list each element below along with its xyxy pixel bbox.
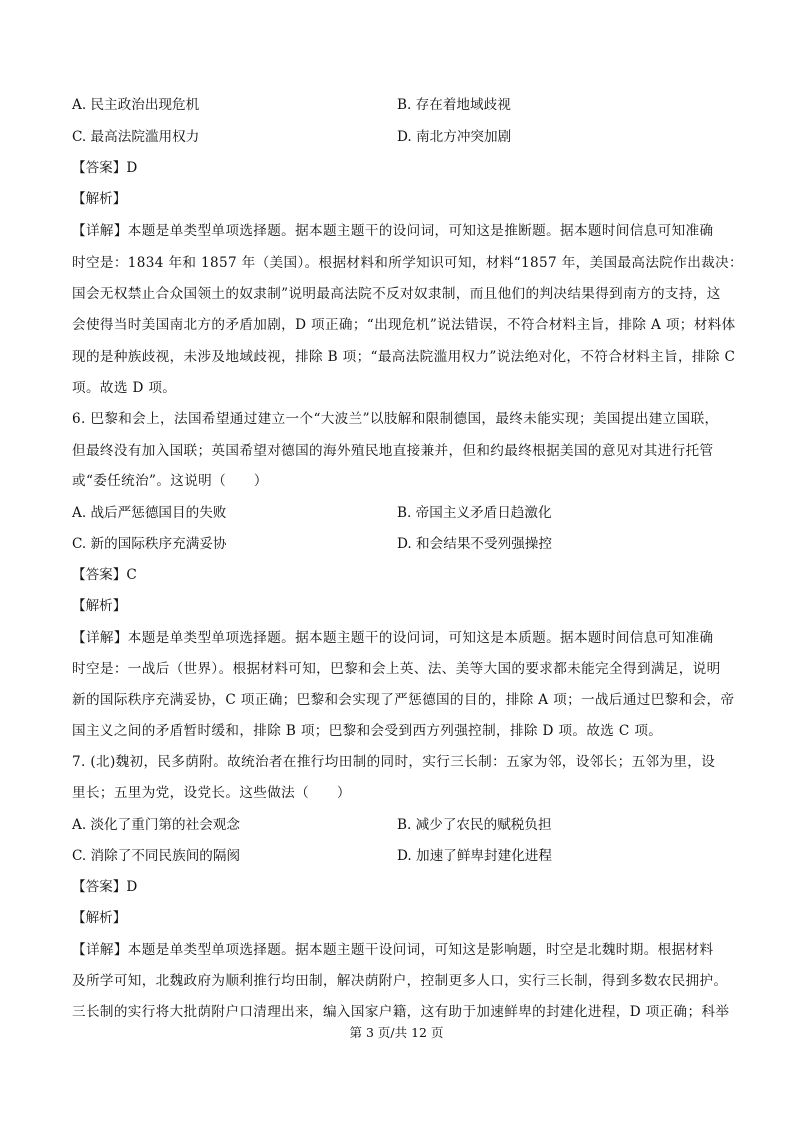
q7-option-b: B. 减少了农民的赋税负担 [397,817,552,833]
q5-option-b: B. 存在着地域歧视 [397,97,511,113]
q7-answer: 【答案】D [72,879,138,895]
q5-detail-line: 会使得当时美国南北方的矛盾加剧，D 项正确；“出现危机”说法错误，不符合材料主旨，排除 A 项；材料体 [72,317,736,333]
q6-detail-line: 国主义之间的矛盾暂时缓和，排除 B 项；巴黎和会受到西方列强控制，排除 D 项。故选 C 项。 [72,723,663,739]
q7-analysis-label: 【解析】 [72,910,127,926]
q6-option-c: C. 新的国际秩序充满妥协 [72,536,227,552]
q6-detail-line: 新的国际秩序充满妥协，C 项正确；巴黎和会实现了严惩德国的目的，排除 A 项；一战后通过巴黎和会，帝 [72,692,735,708]
q5-answer: 【答案】D [72,160,138,176]
q7-stem-line: 里长；五里为党，设党长。这些做法（ ） [72,785,351,801]
q6-option-d: D. 和会结果不受列强操控 [397,536,552,552]
q7-detail-line: 【详解】本题是单类型单项选择题。据本题主题干设问词，可知这是影响题，时空是北魏时期。根据材料 [72,942,714,958]
q7-stem-line: 7. (北)魏初，民多荫附。故统治者在推行均田制的同时，实行三长制：五家为邻，设邻长；五邻为里，设 [72,754,716,770]
q5-detail-line: 【详解】本题是单类型单项选择题。据本题主题干的设问词，可知这是推断题。据本题时间信息可知准确 [72,223,714,239]
q5-option-c: C. 最高法院滥用权力 [72,129,200,145]
q6-option-a: A. 战后严惩德国目的失败 [72,505,227,521]
q5-analysis-label: 【解析】 [72,191,127,207]
q6-answer: 【答案】C [72,567,137,583]
q5-detail-line: 现的是种族歧视，未涉及地域歧视，排除 B 项；“最高法院滥用权力”说法绝对化，不符合材料主旨，排除 C [72,349,736,365]
q5-detail-line: 项。故选 D 项。 [72,380,177,396]
q7-option-d: D. 加速了鲜卑封建化进程 [397,848,552,864]
q6-stem-line: 或“委任统治”。这说明（ ） [72,473,268,489]
q7-detail-line: 及所学可知，北魏政府为顺利推行均田制，解决荫附户，控制更多人口，实行三长制，得到多数农民拥护。 [72,973,728,989]
q7-option-a: A. 淡化了重门第的社会观念 [72,817,240,833]
q7-detail-line: 三长制的实行将大批荫附户口清理出来，编入国家户籍，这有助于加速鲜卑的封建化进程，D 项正确；科举 [72,1004,730,1020]
page-number-footer: 第 3 页/共 12 页 [349,1025,444,1040]
q5-option-d: D. 南北方冲突加剧 [397,129,512,145]
q6-analysis-label: 【解析】 [72,598,127,614]
q5-detail-line: 时空是：1834 年和 1857 年（美国）。根据材料和所学知识可知，材料“1857 年，美国最高法院作出裁决： [72,255,743,271]
q6-option-b: B. 帝国主义矛盾日趋激化 [397,505,552,521]
q7-option-c: C. 消除了不同民族间的隔阂 [72,848,241,864]
q6-detail-line: 时空是：一战后（世界）。根据材料可知，巴黎和会上英、法、美等大国的要求都未能完全得到满足，说明 [72,661,721,677]
q5-option-a: A. 民主政治出现危机 [72,97,200,113]
q6-detail-line: 【详解】本题是单类型单项选择题。据本题主题干的设问词，可知这是本质题。据本题时间信息可知准确 [72,630,714,646]
q6-stem-line: 但最终没有加入国联；英国希望对德国的海外殖民地直接兼并，但和约最终根据美国的意见对其进行托管 [72,443,714,459]
q6-stem-line: 6. 巴黎和会上，法国希望通过建立一个“大波兰”以肢解和限制德国，最终未能实现；美国提出建立国联， [72,411,719,427]
q5-detail-line: 国会无权禁止合众国领土的奴隶制”说明最高法院不反对奴隶制，而且他们的判决结果得到南方的支持，这 [72,286,721,302]
